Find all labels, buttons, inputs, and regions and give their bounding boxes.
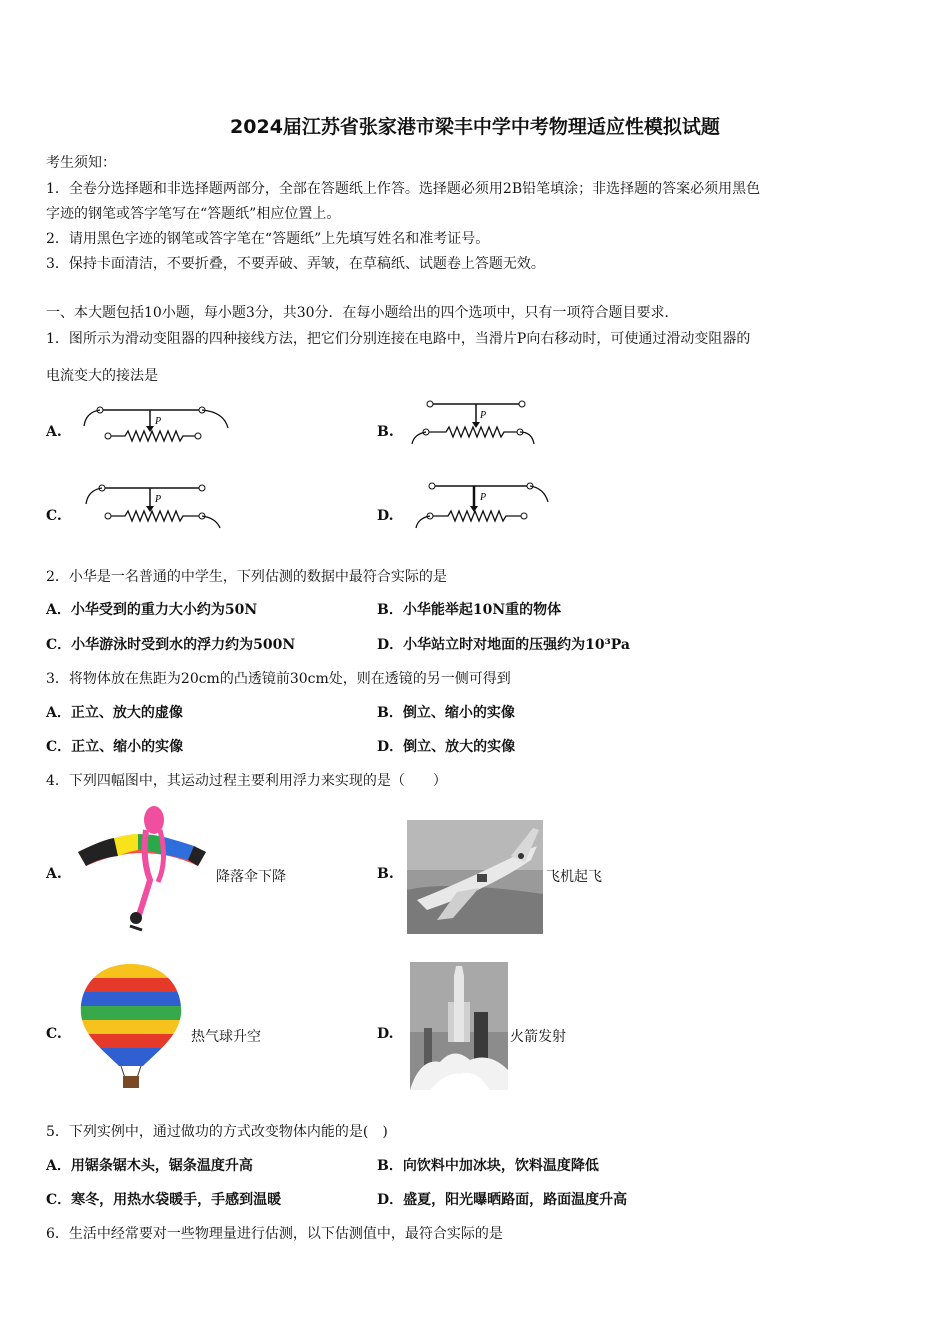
notice-heading: 考生须知： — [46, 155, 116, 171]
q2-option-d[interactable]: D．小华站立时对地面的压强约为10³Pa — [377, 637, 630, 653]
q5-stem: 5．下列实例中，通过做功的方式改变物体内能的是( ) — [46, 1124, 388, 1140]
q5-option-c[interactable]: C．寒冬，用热水袋暖手，手感到温暖 — [46, 1192, 282, 1208]
page-title: 2024届江苏省张家港市梁丰中学中考物理适应性模拟试题 — [230, 116, 720, 138]
hot-air-balloon-image — [75, 962, 187, 1092]
q1-rheostat-diagram-a — [80, 398, 230, 448]
q1-option-a-label[interactable]: A. — [46, 424, 62, 440]
q4-option-b-label[interactable]: B. — [377, 866, 394, 882]
q4-stem: 4．下列四幅图中，其运动过程主要利用浮力来实现的是（ ） — [46, 773, 447, 789]
q5-option-b[interactable]: B．向饮料中加冰块，饮料温度降低 — [377, 1158, 599, 1174]
q1-rheostat-diagram-b — [408, 396, 538, 448]
q1-stem: 1．图所示为滑动变阻器的四种接线方法，把它们分别连接在电路中，当滑片P向右移动时，可使通过滑动变阻器的 — [46, 331, 751, 347]
q5-option-d[interactable]: D．盛夏，阳光曝晒路面，路面温度升高 — [377, 1192, 628, 1208]
q1-option-c-label[interactable]: C. — [46, 508, 62, 524]
q1-rheostat-diagram-c — [80, 480, 225, 532]
notice-item-3: 3．保持卡面清洁，不要折叠，不要弄破、弄皱，在草稿纸、试题卷上答题无效。 — [46, 256, 545, 272]
q3-stem: 3．将物体放在焦距为20cm的凸透镜前30cm处，则在透镜的另一侧可得到 — [46, 671, 511, 687]
q1-option-d-label[interactable]: D. — [377, 508, 394, 524]
q4-caption-d: 火箭发射 — [510, 1029, 566, 1045]
q2-option-b[interactable]: B．小华能举起10N重的物体 — [377, 602, 562, 618]
q4-option-c-label[interactable]: C. — [46, 1026, 62, 1042]
q3-option-c[interactable]: C．正立、缩小的实像 — [46, 739, 184, 755]
rocket-launch-image — [410, 962, 508, 1090]
notice-item-2: 2．请用黑色字迹的钢笔或答字笔在“答题纸”上先填写姓名和准考证号。 — [46, 231, 490, 247]
q1-slider-label-c: P — [155, 494, 162, 505]
q1-slider-label-a: P — [155, 416, 162, 427]
q3-option-d[interactable]: D．倒立、放大的实像 — [377, 739, 516, 755]
q1-slider-label-d: P — [480, 492, 487, 503]
q3-option-a[interactable]: A．正立、放大的虚像 — [46, 705, 183, 721]
q4-caption-a: 降落伞下降 — [216, 869, 286, 885]
q4-caption-b: 飞机起飞 — [546, 869, 602, 885]
section-1-heading: 一、本大题包括10小题，每小题3分，共30分．在每小题给出的四个选项中，只有一项符合题目要求． — [46, 305, 679, 321]
parachute-image — [72, 800, 212, 936]
q6-stem: 6．生活中经常要对一些物理量进行估测，以下估测值中，最符合实际的是 — [46, 1226, 503, 1242]
q2-option-c[interactable]: C．小华游泳时受到水的浮力约为500N — [46, 637, 296, 653]
q3-option-b[interactable]: B．倒立、缩小的实像 — [377, 705, 515, 721]
q4-caption-c: 热气球升空 — [191, 1029, 261, 1045]
q4-option-d-label[interactable]: D. — [377, 1026, 394, 1042]
q1-stem-cont: 电流变大的接法是 — [46, 368, 158, 384]
q1-rheostat-diagram-d — [410, 478, 550, 530]
notice-item-1: 1．全卷分选择题和非选择题两部分，全部在答题纸上作答。选择题必须用2B铅笔填涂；非选择题的答案必须用黑色 — [46, 181, 761, 197]
q2-stem: 2．小华是一名普通的中学生，下列估测的数据中最符合实际的是 — [46, 569, 447, 585]
q2-option-a[interactable]: A．小华受到的重力大小约为50N — [46, 602, 258, 618]
notice-item-1-cont: 字迹的钢笔或答字笔写在“答题纸”相应位置上。 — [46, 206, 341, 222]
airplane-image — [407, 820, 543, 934]
q1-slider-label-b: P — [480, 410, 487, 421]
q4-option-a-label[interactable]: A. — [46, 866, 62, 882]
q5-option-a[interactable]: A．用锯条锯木头，锯条温度升高 — [46, 1158, 253, 1174]
q1-option-b-label[interactable]: B. — [377, 424, 394, 440]
